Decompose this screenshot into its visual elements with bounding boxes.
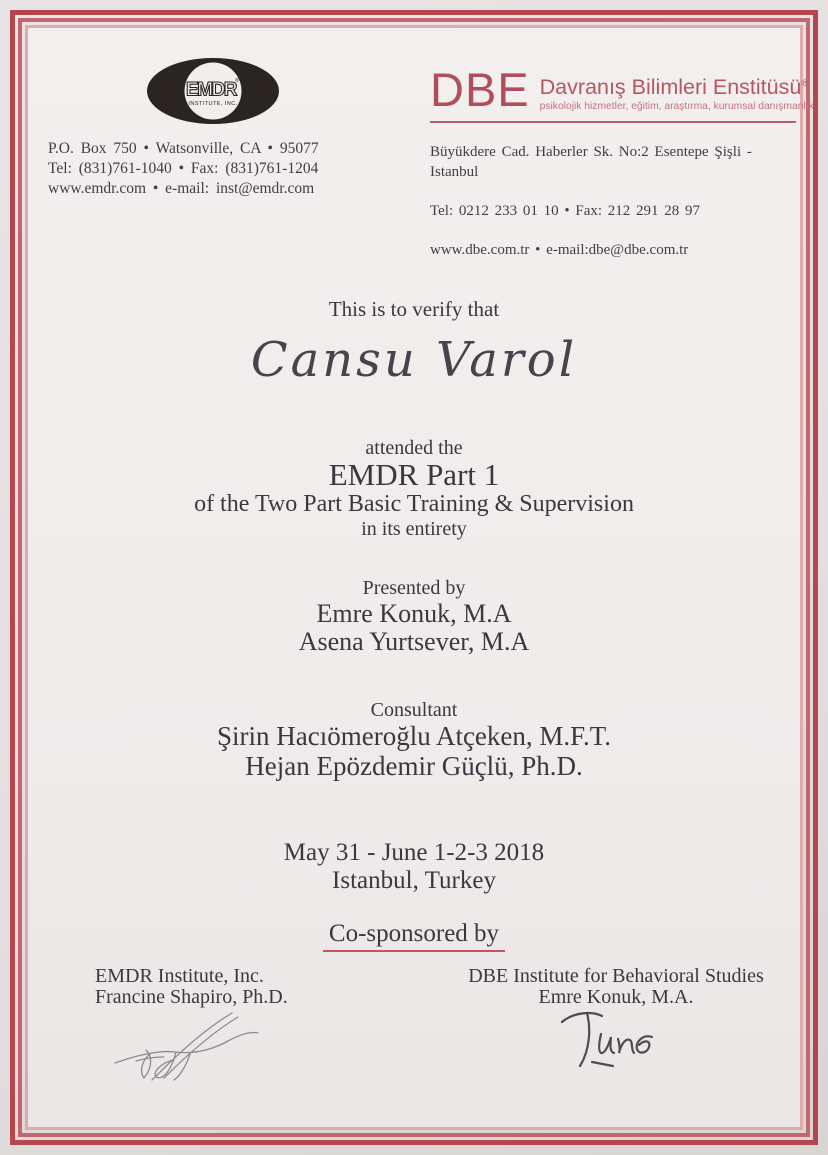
signatory-left-org: EMDR Institute, Inc. <box>95 965 264 987</box>
signature-francine-shapiro <box>112 1010 262 1086</box>
emdr-web-email: www.emdr.com • e-mail: inst@emdr.com <box>48 180 315 197</box>
emdr-institute-logo <box>145 56 281 126</box>
dbe-tel-fax: Tel: 0212 233 01 10 • Fax: 212 291 28 97 <box>430 203 701 220</box>
emdr-address: P.O. Box 750 • Watsonville, CA • 95077 <box>48 140 319 157</box>
emdr-header-block <box>40 56 385 199</box>
date-line: May 31 - June 1-2-3 2018 <box>283 839 545 866</box>
course-title: EMDR Part 1 <box>328 457 500 492</box>
dbe-header-block <box>430 63 814 260</box>
signatory-right-org: DBE Institute for Behavioral Studies <box>468 965 764 987</box>
dbe-web-email: www.dbe.com.tr • e-mail:dbe@dbe.com.tr <box>430 242 689 259</box>
signature-emre-konuk <box>556 1008 666 1074</box>
dbe-logo-subtitle: psikolojik hizmetler, eğitim, araştırma, kurumsal danışmanlık <box>539 101 814 113</box>
cosponsored-label <box>0 920 828 952</box>
dbe-logo-text: DBE <box>430 63 530 116</box>
dbe-logo-titles <box>540 70 814 112</box>
entirety-line: in its entirety <box>361 518 467 540</box>
dbe-logo-title-text: Davranış Bilimleri Enstitüsü <box>539 75 802 100</box>
dbe-logo <box>430 63 814 123</box>
emdr-logo-text: EMDR <box>185 79 236 101</box>
signatory-left-block <box>95 966 288 1008</box>
consultant-1: Şirin Hacıömeroğlu Atçeken, M.F.T. <box>216 721 612 751</box>
recipient-name: Cansu Varol <box>250 332 578 388</box>
verify-line: This is to verify that <box>328 297 500 321</box>
signatory-left-name: Francine Shapiro, Ph.D. <box>95 986 288 1008</box>
dbe-logo-title <box>540 72 814 99</box>
consultant-label: Consultant <box>370 699 458 721</box>
location-line: Istanbul, Turkey <box>332 867 496 894</box>
consultant-2: Hejan Epözdemir Güçlü, Ph.D. <box>245 751 583 781</box>
course-subtitle: of the Two Part Basic Training & Supervision <box>194 491 634 517</box>
presenter-2: Asena Yurtsever, M.A <box>298 627 530 656</box>
signatory-right-name: Emre Konuk, M.A. <box>538 986 694 1008</box>
dbe-address: Büyükdere Cad. Haberler Sk. No:2 Esentepe Şişli - Istanbul <box>430 144 752 181</box>
emdr-logo-reg-mark: ® <box>234 78 239 84</box>
presenter-1: Emre Konuk, M.A <box>316 599 512 628</box>
attended-line: attended the <box>365 437 463 459</box>
dbe-logo-reg-mark: ® <box>801 78 808 88</box>
cosponsored-label-text: Co-sponsored by <box>323 920 505 952</box>
emdr-tel-fax: Tel: (831)761-1040 • Fax: (831)761-1204 <box>48 160 319 177</box>
presented-by-label: Presented by <box>362 577 466 599</box>
signatory-right-block <box>448 966 784 1008</box>
emdr-logo-subtext: INSTITUTE, INC. <box>187 101 238 107</box>
